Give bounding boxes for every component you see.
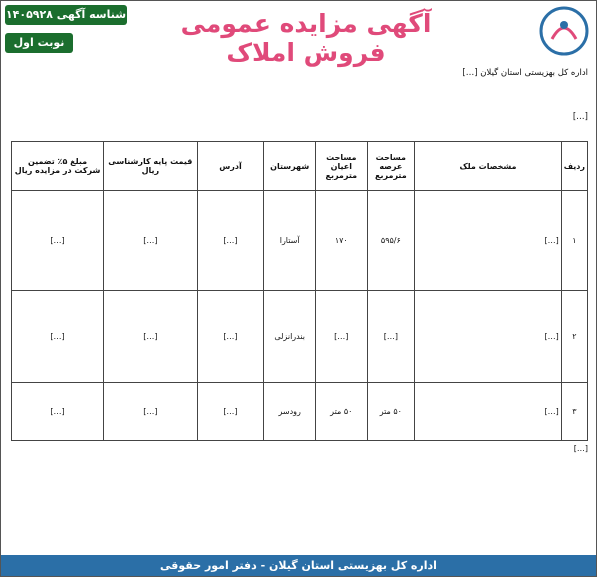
- col-header-building-area: مساحت اعیان مترمربع: [316, 142, 368, 191]
- notice-title: آگهی مزایده عمومی فروش املاک: [180, 9, 432, 67]
- notice-turn-badge: نوبت اول: [5, 33, 73, 53]
- city: بندرانزلی: [264, 291, 316, 383]
- properties-table: [11, 141, 588, 441]
- building-area: ۱۷۰: [316, 191, 368, 291]
- base-price: […]: [104, 383, 197, 441]
- row-number: ۲: [561, 291, 587, 383]
- deposit-amount: […]: [12, 191, 104, 291]
- col-header-spec: مشخصات ملک: [415, 142, 562, 191]
- col-header-land-area: مساحت عرصه مترمربع: [367, 142, 415, 191]
- building-area: ۵۰ متر: [316, 383, 368, 441]
- base-price: […]: [104, 191, 197, 291]
- deposit-amount: […]: [12, 291, 104, 383]
- table-row: [12, 291, 588, 383]
- footer-banner: اداره کل بهزیستی استان گیلان - دفتر امور حقوقی: [1, 555, 596, 576]
- table-row: [12, 191, 588, 291]
- notice-id-badge: شناسه آگهی ۱۴۰۵۹۲۸: [5, 5, 127, 25]
- row-number: ۳: [561, 383, 587, 441]
- building-area: […]: [316, 291, 368, 383]
- deadline-paragraph: […]: [572, 112, 588, 122]
- col-header-deposit: مبلغ ۵٪ تضمین شرکت در مزایده ریال: [12, 142, 104, 191]
- col-header-base-price: قیمت پایه کارشناسی ریال: [104, 142, 197, 191]
- row-number: ۱: [561, 191, 587, 291]
- organization-logo: [538, 5, 590, 57]
- table-row: [12, 383, 588, 441]
- property-spec: […]: [415, 291, 562, 383]
- address: […]: [197, 383, 264, 441]
- city: آستارا: [264, 191, 316, 291]
- city: رودسر: [264, 383, 316, 441]
- intro-paragraph: اداره کل بهزیستی استان گیلان […]: [462, 68, 588, 78]
- property-spec: […]: [415, 191, 562, 291]
- col-header-city: شهرستان: [264, 142, 316, 191]
- col-header-row-no: ردیف: [561, 142, 587, 191]
- note-line: […]: [573, 444, 588, 453]
- deposit-amount: […]: [12, 383, 104, 441]
- notes-section: [11, 443, 588, 455]
- address: […]: [197, 291, 264, 383]
- land-area: […]: [367, 291, 415, 383]
- notice-header: [1, 1, 596, 67]
- address: […]: [197, 191, 264, 291]
- base-price: […]: [104, 291, 197, 383]
- table-header-row: [12, 142, 588, 191]
- col-header-address: آدرس: [197, 142, 264, 191]
- property-spec: […]: [415, 383, 562, 441]
- land-area: ۵۰ متر: [367, 383, 415, 441]
- land-area: ۵۹۵/۶: [367, 191, 415, 291]
